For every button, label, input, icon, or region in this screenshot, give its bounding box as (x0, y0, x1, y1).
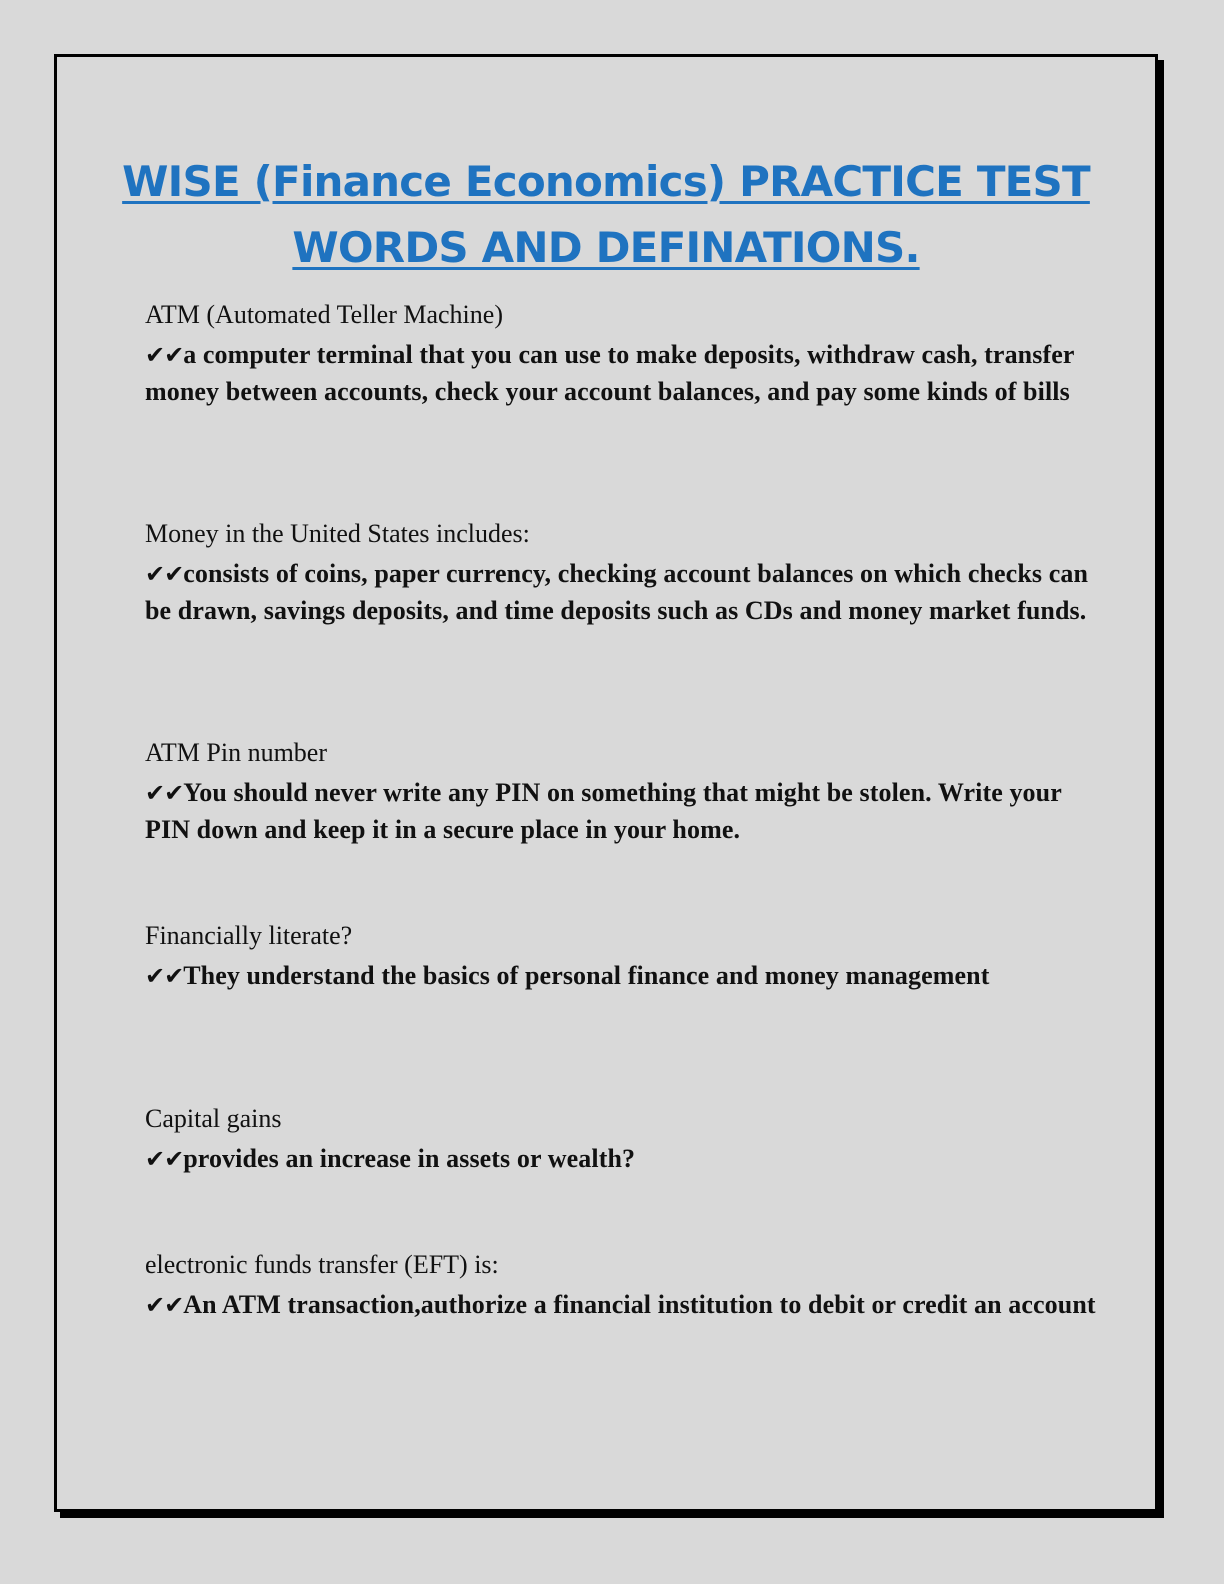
definition-text: provides an increase in assets or wealth? (183, 1144, 636, 1173)
document-title (57, 149, 1155, 281)
double-check-icon: ✔✔ (145, 1291, 184, 1319)
definition-text: An ATM transaction,authorize a financial institution to debit or credit an account (183, 1290, 1096, 1319)
entry-term: Capital gains (145, 1104, 282, 1133)
entry-term: Money in the United States includes: (145, 519, 530, 548)
double-check-icon: ✔✔ (145, 560, 184, 588)
page-border (54, 54, 1158, 1512)
double-check-icon: ✔✔ (145, 341, 184, 369)
entry-term: ATM (Automated Teller Machine) (145, 300, 503, 329)
entry-term: electronic funds transfer (EFT) is: (145, 1250, 499, 1279)
entry-term: ATM Pin number (145, 738, 327, 767)
double-check-icon: ✔✔ (145, 962, 184, 990)
entry-definition (145, 1287, 1105, 1324)
definition-text: a computer terminal that you can use to make deposits, withdraw cash, transfer money between accounts, check your account balances, and pay some kinds of bills (145, 340, 1075, 406)
entry-capital-gains (145, 1101, 1105, 1178)
definition-text: They understand the basics of personal finance and money management (183, 961, 990, 990)
entry-definition (145, 556, 1105, 629)
definition-text: consists of coins, paper currency, checking account balances on which checks can be drawn, savings deposits, and time deposits such as CDs and money market funds. (145, 559, 1089, 625)
double-check-icon: ✔✔ (145, 779, 184, 807)
entry-atm-pin (145, 735, 1105, 848)
entry-definition (145, 1141, 1105, 1178)
title-line-1: WISE (Finance Economics) PRACTICE TEST (122, 157, 1090, 206)
entry-money-us (145, 516, 1105, 629)
entry-financially-literate (145, 918, 1105, 995)
entry-atm (145, 297, 1105, 410)
definition-text: You should never write any PIN on something that might be stolen. Write your PIN down and keep it in a secure place in your home. (145, 778, 1062, 844)
title-line-2: WORDS AND DEFINATIONS. (292, 223, 920, 272)
entry-definition (145, 337, 1105, 410)
entry-definition (145, 958, 1105, 995)
entry-eft (145, 1247, 1105, 1324)
double-check-icon: ✔✔ (145, 1145, 184, 1173)
entry-term: Financially literate? (145, 921, 353, 950)
entry-definition (145, 775, 1105, 848)
